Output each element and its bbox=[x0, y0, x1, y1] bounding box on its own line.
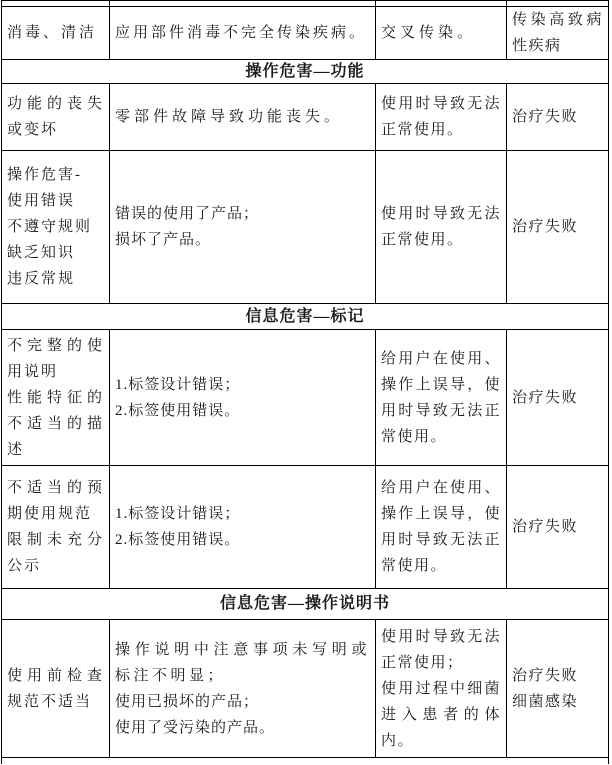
cell-event-sequence: 应用部件消毒不完全传染疾病。 bbox=[110, 7, 376, 60]
risk-analysis-table bbox=[1, 0, 609, 764]
cell-harm: 治疗失败 bbox=[507, 466, 609, 589]
section-header-row bbox=[2, 60, 609, 84]
cell-hazard: 使用前检查规范不适当 bbox=[2, 620, 110, 758]
cell-hazard bbox=[2, 466, 110, 589]
hazard-line: 违反常规 bbox=[7, 271, 76, 287]
cell-hazard bbox=[2, 151, 110, 304]
sequence-line: 2.标签使用错误。 bbox=[115, 402, 241, 419]
hazard-line: 限制未充分公示 bbox=[7, 532, 104, 574]
cell-harm: 治疗失败 bbox=[507, 151, 609, 304]
hazard-line: 缺乏知识 bbox=[7, 245, 76, 261]
cell-hazard bbox=[2, 330, 110, 466]
sequence-line: 使用已损坏的产品； bbox=[115, 693, 260, 710]
situation-line: 使用时导致无法正常使用； bbox=[381, 628, 501, 671]
hazard-line: 不遵守规则 bbox=[7, 219, 93, 235]
sequence-line: 使用了受污染的产品。 bbox=[115, 719, 276, 736]
table-row-precheck bbox=[2, 620, 609, 758]
sequence-line: 操作说明中注意事项未写明或标注不明显； bbox=[115, 641, 370, 684]
sequence-line: 错误的使用了产品； bbox=[115, 206, 260, 222]
cell-empty bbox=[2, 758, 609, 765]
cell-hazard: 功能的丧失或变坏 bbox=[2, 84, 110, 151]
cell-event-sequence bbox=[110, 330, 376, 466]
hazard-line: 操作危害- bbox=[7, 167, 82, 183]
cell-hazard: 消毒、清洁 bbox=[2, 7, 110, 60]
table-row-disinfection bbox=[2, 7, 609, 60]
cell-hazard-situation: 给用户在使用、操作上误导，使用时导致无法正常使用。 bbox=[376, 330, 507, 466]
cell-event-sequence bbox=[110, 620, 376, 758]
sequence-line: 损坏了产品。 bbox=[115, 232, 212, 248]
hazard-line: 使用错误 bbox=[7, 193, 76, 209]
cell-hazard-situation bbox=[376, 620, 507, 758]
hazard-line: 不完整的使用说明 bbox=[7, 337, 104, 380]
cell-harm: 治疗失败 bbox=[507, 84, 609, 151]
table-row-inadequate-spec bbox=[2, 466, 609, 589]
sequence-line: 1.标签设计错误； bbox=[115, 506, 241, 522]
cell-event-sequence bbox=[110, 466, 376, 589]
cell-hazard-situation: 使用时导致无法正常使用。 bbox=[376, 151, 507, 304]
hazard-line: 性能特征的不适当的描述 bbox=[7, 389, 104, 458]
situation-line: 使用过程中细菌进入患者的体内。 bbox=[381, 680, 501, 749]
sequence-line: 2.标签使用错误。 bbox=[115, 532, 241, 548]
table-row-function-loss bbox=[2, 84, 609, 151]
section-header-information-manual: 信息危害—操作说明书 bbox=[2, 589, 609, 620]
cell-hazard-situation: 交叉传染。 bbox=[376, 7, 507, 60]
cell-hazard-situation: 使用时导致无法正常使用。 bbox=[376, 84, 507, 151]
section-header-information-marking: 信息危害—标记 bbox=[2, 304, 609, 330]
hazard-line: 不适当的预期使用规范 bbox=[7, 480, 104, 522]
cell-harm: 传染高致病性疾病 bbox=[507, 7, 609, 60]
cell-harm: 治疗失败 bbox=[507, 330, 609, 466]
cell-event-sequence: 零部件故障导致功能丧失。 bbox=[110, 84, 376, 151]
cell-event-sequence bbox=[110, 151, 376, 304]
section-header-row bbox=[2, 589, 609, 620]
section-header-row bbox=[2, 304, 609, 330]
section-header-operation-function: 操作危害—功能 bbox=[2, 60, 609, 84]
cell-hazard-situation: 给用户在使用、操作上误导，使用时导致无法正常使用。 bbox=[376, 466, 507, 589]
harm-line: 细菌感染 bbox=[512, 693, 579, 710]
sequence-line: 1.标签设计错误； bbox=[115, 376, 241, 393]
cell-harm bbox=[507, 620, 609, 758]
table-row-use-error bbox=[2, 151, 609, 304]
table-row-partial-bottom bbox=[2, 758, 609, 765]
harm-line: 治疗失败 bbox=[512, 667, 579, 684]
table-row-incomplete-instructions bbox=[2, 330, 609, 466]
